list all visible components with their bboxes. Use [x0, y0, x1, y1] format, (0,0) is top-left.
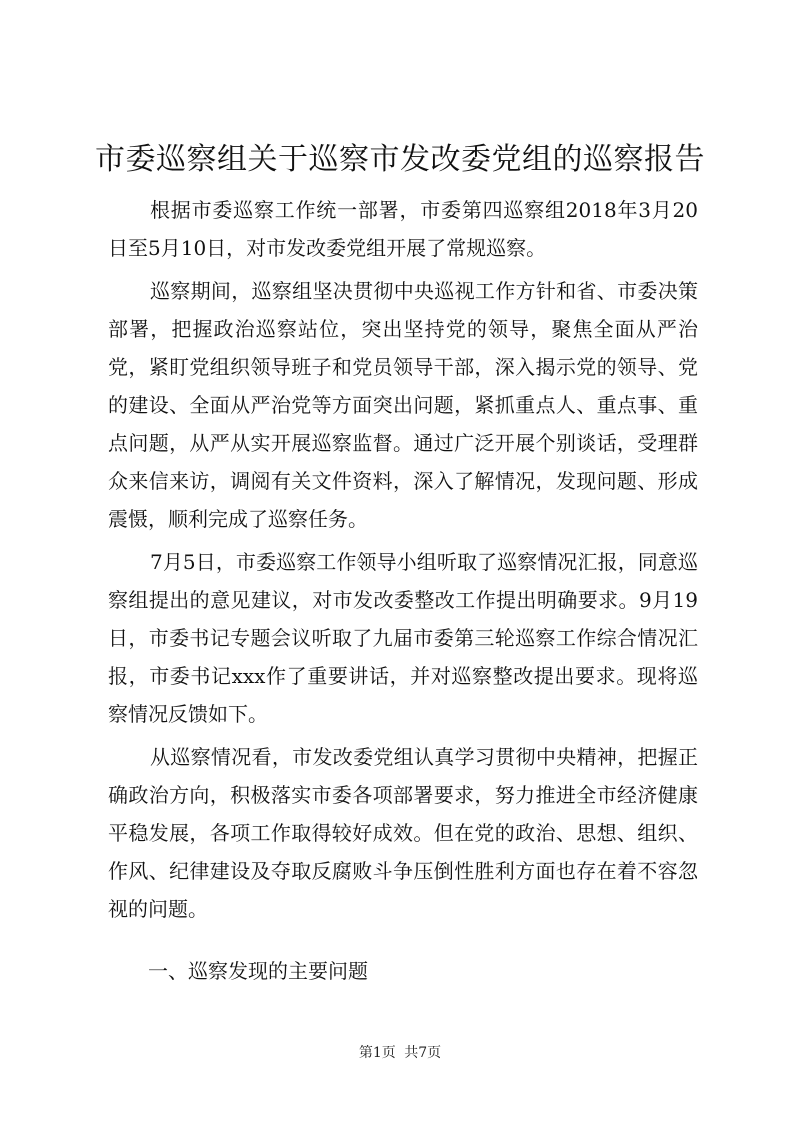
section-heading: 一、巡察发现的主要问题: [148, 959, 368, 983]
paragraph-deployment: 根据市委巡察工作统一部署，市委第四巡察组2018年3月20日至5月10日，对市发改委党组开展了常规巡察。: [108, 198, 698, 260]
paragraph-report-meeting: 7月5日，市委巡察工作领导小组听取了巡察情况汇报，同意巡察组提出的意见建议，对市发改委整改工作提出明确要求。9月19日，市委书记专题会议听取了九届市委第三轮巡察工作综合情况汇报，市委书记xxx作了重要讲话，并对巡察整改提出要求。现将巡察情况反馈如下。: [108, 550, 698, 726]
document-title: 市委巡察组关于巡察市发改委党组的巡察报告: [95, 142, 705, 177]
page-footer: 第1页 共7页: [358, 1045, 442, 1061]
paragraph-overview: 从巡察情况看，市发改委党组认真学习贯彻中央精神，把握正确政治方向，积极落实市委各项部署要求，努力推进全市经济健康平稳发展，各项工作取得较好成效。但在党的政治、思想、组织、作风、纪律建设及夺取反腐败斗争压倒性胜利方面也存在着不容忽视的问题。: [108, 745, 698, 921]
document-body: [108, 191, 698, 933]
paragraph-inspection-period: 巡察期间，巡察组坚决贯彻中央巡视工作方针和省、市委决策部署，把握政治巡察站位，突出坚持党的领导，聚焦全面从严治党，紧盯党组织领导班子和党员领导干部，深入揭示党的领导、党的建设、全面从严治党等方面突出问题，紧抓重点人、重点事、重点问题，从严从实开展巡察监督。通过广泛开展个别谈话，受理群众来信来访，调阅有关文件资料，深入了解情况，发现问题、形成震慑，顺利完成了巡察任务。: [108, 279, 698, 531]
